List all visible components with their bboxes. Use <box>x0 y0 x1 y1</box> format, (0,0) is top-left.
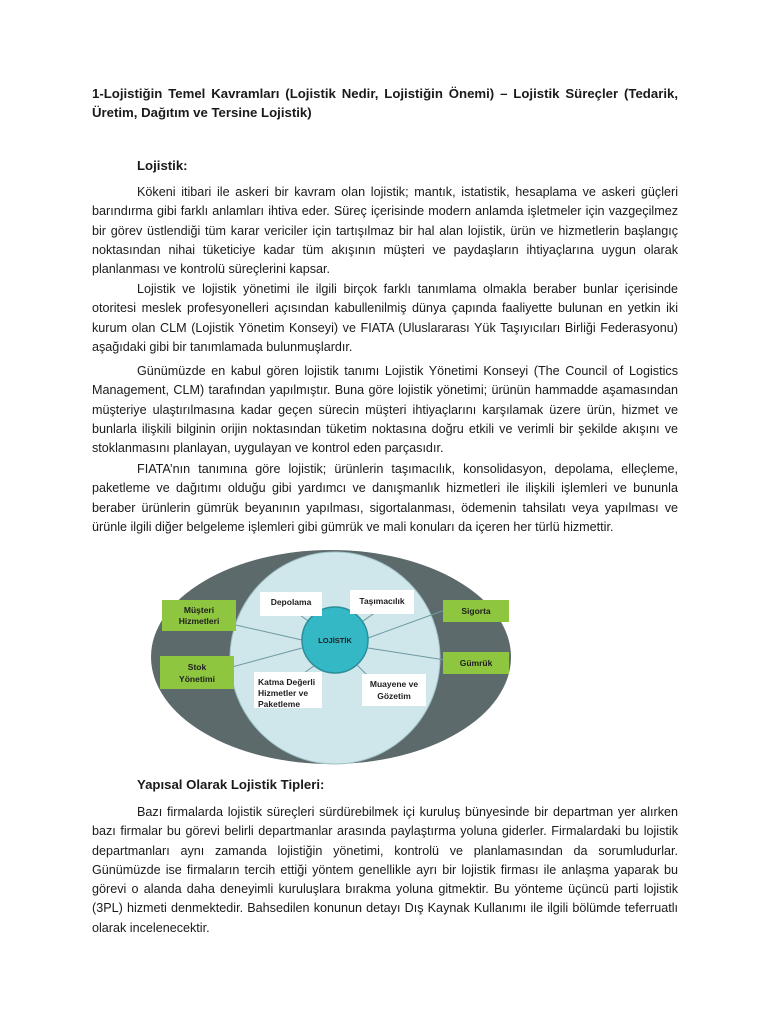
label-muayene-line1: Muayene ve <box>369 679 419 689</box>
label-katma-line3: Paketleme <box>258 699 301 709</box>
section-title-lojistik: Lojistik: <box>137 158 188 173</box>
label-tasimacilik: Taşımacılık <box>359 596 405 606</box>
label-sigorta: Sigorta <box>461 606 491 616</box>
logistics-diagram <box>150 548 512 766</box>
label-stok-line1: Stok <box>187 662 207 672</box>
paragraph-1: Kökeni itibari ile askeri bir kavram olan lojistik; mantık, istatistik, hesaplama ve askeri güçleri barındırma gibi farklı anlamları ihtiva eder. Süreç içerisinde modern anlamda işletmeler için vazgeçilmez bir görev üstlendiği tüm karar vericiler için tartışılmaz bir hal alan lojistik, ürün ve hizmetlerin başlangıç noktasından nihai tüketiciye kadar tüm akışının müşteri ve paydaşların ihtiyaçlarına uygun olarak planlanması ve kontrolü süreçlerini kapsar. <box>92 185 678 277</box>
logistics-diagram-svg <box>150 548 512 766</box>
document-heading: 1-Lojistiğin Temel Kavramları (Lojistik Nedir, Lojistiğin Önemi) – Lojistik Süreçler (Tedarik, Üretim, Dağıtım ve Tersine Lojistik) <box>92 86 678 120</box>
paragraph-2: Lojistik ve lojistik yönetimi ile ilgili birçok farklı tanımlama olmakla beraber bunlar içerisinde otoritesi meslek profesyonelleri açısından kabullenilmiş dünya çapında faaliyette bulunan en yetkin iki kurum olan CLM (Lojistik Yönetim Konseyi) ve FIATA (Uluslararası Yük Taşıyıcıları Birliği Federasyonu) aşağıdaki gibi bir tanımlamada bulunmuşlardır. <box>92 282 678 354</box>
label-musteri-line2: Hizmetleri <box>178 616 220 626</box>
section-title-lojistik-tipleri: Yapısal Olarak Lojistik Tipleri: <box>137 777 325 792</box>
label-depolama: Depolama <box>270 597 312 607</box>
label-musteri-line1: Müşteri <box>183 605 215 615</box>
center-label: LOJİSTİK <box>318 636 352 645</box>
paragraph-4: FIATA’nın tanımına göre lojistik; ürünlerin taşımacılık, konsolidasyon, depolama, elleçleme, paketleme ve dağıtımı olduğu gibi yardımcı ve danışmanlık hizmetleri ile ilişkili işlemleri ve bununla beraber ürünlerin gümrük beyanının yapılması, sigortalanması, ödemenin tahsilatı veya yapılması ve ürünle ilgili diğer belgeleme işlemleri gibi gümrük ve mali konuları da içeren her türlü hizmettir. <box>92 462 678 534</box>
paragraph-3: Günümüzde en kabul gören lojistik tanımı Lojistik Yönetimi Konseyi (The Council of Logistics Management, CLM) tarafından yapılmıştır. Buna göre lojistik yönetimi; ürünün hammadde aşamasından müşteriye ulaştırılmasına kadar geçen sürecin müşteri ihtiyaçlarını karşılamak üzere ürün, hizmet ve bunlarla ilişkili bilginin orijin noktasından tüketim noktasına doğru etkili ve verimli bir şekilde akışını ve stoklanmasını planlayan, uygulayan ve kontrol eden parçasıdır. <box>92 364 678 456</box>
label-stok-line2: Yönetimi <box>179 674 215 684</box>
label-katma-line2: Hizmetler ve <box>258 688 309 698</box>
box-stok-yonetimi <box>160 656 234 689</box>
paragraph-5: Bazı firmalarda lojistik süreçleri sürdürebilmek içi kuruluş bünyesinde bir departman yer alırken bazı firmalar bu görevi belirli departmanlar arasında paylaştırma yoluna giderler. Firmalardaki bu lojistik departmanları aynı zamanda lojistiğin yönetimi, kontrolü ve planlamasından da sorumludurlar. Günümüzde ise firmaların tercih ettiği yöntem genellikle ayrı bir lojistik firması ile anlaşma yaparak bu görevi o alanda daha deneyimli kuruluşlara bırakma yoluna gitmektir. Bu yönteme üçüncü parti lojistik (3PL) hizmeti denmektedir. Bahsedilen konunun detayı Dış Kaynak Kullanımı ile ilgili bölümde teferruatlı olarak incelenecektir. <box>92 805 678 935</box>
label-muayene-line2: Gözetim <box>377 691 411 701</box>
label-katma-line1: Katma Değerli <box>258 677 316 687</box>
label-gumruk: Gümrük <box>459 658 493 668</box>
